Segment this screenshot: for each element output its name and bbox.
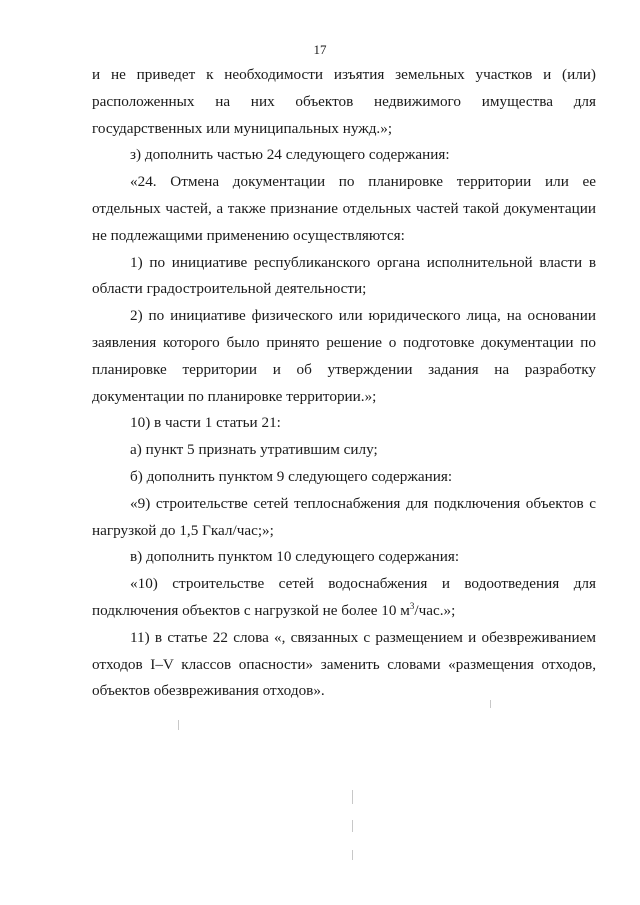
text-line-tail: /час.»; xyxy=(414,601,456,619)
superscript: 3 xyxy=(409,600,415,611)
text-line-content: заявления которого было принято решение о подготовке документации по xyxy=(92,333,596,351)
text-line-content: 1) по инициативе республиканского органа исполнительной власти в xyxy=(130,253,596,271)
scan-speck xyxy=(352,790,353,804)
text-line xyxy=(92,116,596,143)
text-line xyxy=(92,625,596,652)
text-line-content: нагрузкой до 1,5 Гкал/час;»; xyxy=(92,521,274,539)
document-body xyxy=(92,62,596,705)
scan-speck xyxy=(352,820,353,832)
scan-speck xyxy=(490,700,491,708)
text-line-content: б) дополнить пунктом 9 следующего содержания: xyxy=(130,467,453,485)
text-line xyxy=(92,491,596,518)
text-line-content: в) дополнить пунктом 10 следующего содержания: xyxy=(130,548,460,566)
text-line xyxy=(92,223,596,250)
text-line-content: объектов обезвреживания отходов». xyxy=(92,682,325,700)
text-line-content: государственных или муниципальных нужд.»; xyxy=(92,119,393,137)
text-line-content: планировке территории и об утверждении задания на разработку xyxy=(92,360,596,378)
text-line-content: 11) в статье 22 слова «, связанных с размещением и обезвреживанием xyxy=(130,628,596,646)
scan-speck xyxy=(178,720,179,730)
text-line xyxy=(92,437,596,464)
text-line xyxy=(92,276,596,303)
text-line xyxy=(92,410,596,437)
text-line-content: а) пункт 5 признать утратившим силу; xyxy=(130,441,378,459)
text-line xyxy=(92,652,596,679)
text-line xyxy=(92,678,596,705)
text-line xyxy=(92,544,596,571)
text-line xyxy=(92,464,596,491)
text-line xyxy=(92,598,596,625)
text-line-content: 10) в части 1 статьи 21: xyxy=(130,414,281,432)
text-line-content: 2) по инициативе физического или юридического лица, на основании xyxy=(130,307,596,325)
text-line-content: отдельных частей, а также признание отдельных частей такой документации xyxy=(92,199,596,217)
text-line xyxy=(92,303,596,330)
text-line xyxy=(92,518,596,545)
text-line-content: области градостроительной деятельности; xyxy=(92,280,367,298)
text-line xyxy=(92,62,596,89)
text-line xyxy=(92,89,596,116)
text-line xyxy=(92,384,596,411)
text-line xyxy=(92,196,596,223)
page-number: 17 xyxy=(313,42,327,57)
text-line-content: документации по планировке территории.»; xyxy=(92,387,377,405)
text-line-content: «24. Отмена документации по планировке территории или ее xyxy=(130,173,596,191)
text-line xyxy=(92,169,596,196)
text-line-content: з) дополнить частью 24 следующего содержания: xyxy=(130,146,450,164)
text-line xyxy=(92,571,596,598)
scan-speck xyxy=(352,850,353,860)
text-line xyxy=(92,357,596,384)
text-line xyxy=(92,330,596,357)
text-line-content: расположенных на них объектов недвижимого имущества для xyxy=(92,92,596,110)
text-line-content: «10) строительстве сетей водоснабжения и водоотведения для xyxy=(130,575,596,593)
text-line-content: подключения объектов с нагрузкой не более 10 м xyxy=(92,601,410,619)
text-line-content: «9) строительстве сетей теплоснабжения для подключения объектов с xyxy=(130,494,596,512)
text-line xyxy=(92,142,596,169)
text-line-content: и не приведет к необходимости изъятия земельных участков и (или) xyxy=(92,66,596,83)
text-line-content: не подлежащими применению осуществляются: xyxy=(92,226,405,244)
text-line-content: отходов I–V классов опасности» заменить словами «размещения отходов, xyxy=(92,655,596,673)
text-line xyxy=(92,250,596,277)
